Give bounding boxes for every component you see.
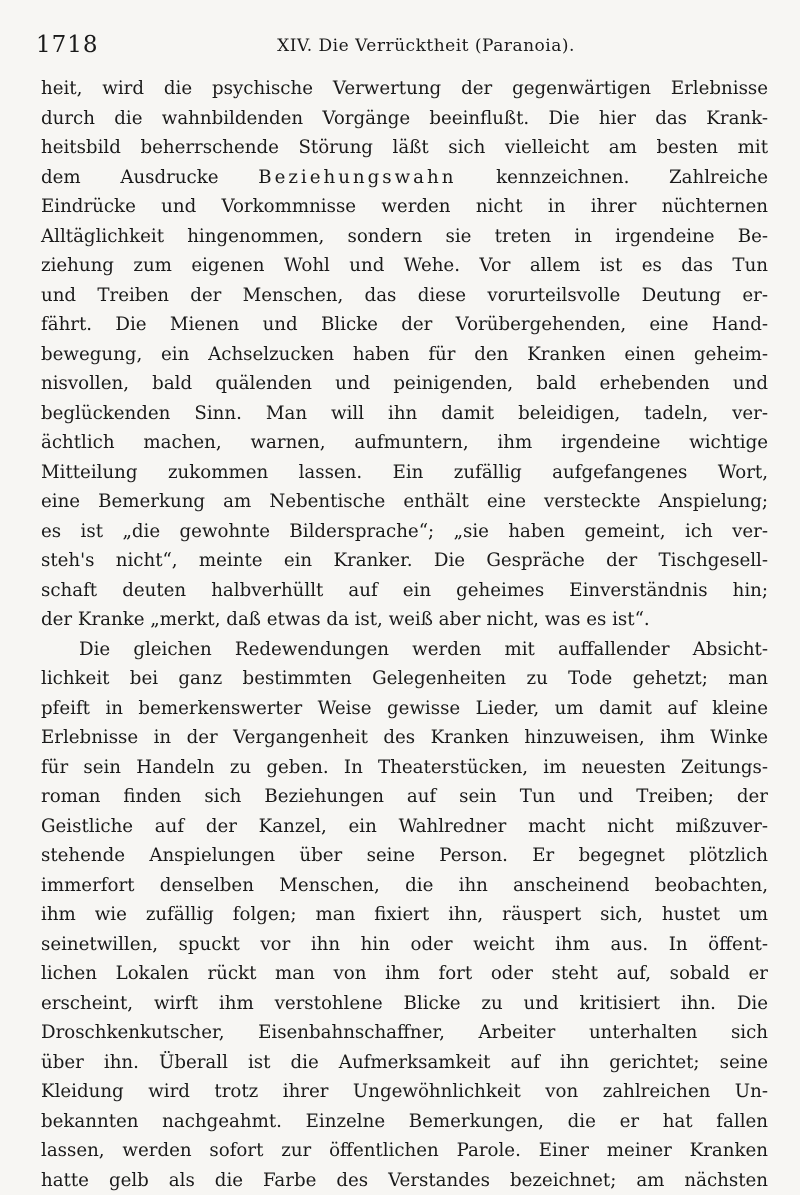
- page-number: 1718: [36, 32, 99, 58]
- text-line: seinetwillen, spuckt vor ihn hin oder weicht ihm aus. In öffent-: [41, 930, 768, 960]
- text-line: heitsbild beherrschende Störung läßt sich vielleicht am besten mit: [41, 133, 768, 163]
- text-line: bewegung, ein Achselzucken haben für den Kranken einen geheim-: [41, 340, 768, 370]
- text-line: lichen Lokalen rückt man von ihm fort oder steht auf, sobald er: [41, 959, 768, 989]
- text-line: Eindrücke und Vorkommnisse werden nicht in ihrer nüchternen: [41, 192, 768, 222]
- running-head: XIV. Die Verrücktheit (Paranoia).: [30, 36, 772, 56]
- text-line: beglückenden Sinn. Man will ihn damit beleidigen, tadeln, ver-: [41, 399, 768, 429]
- text-line: steh's nicht“, meinte ein Kranker. Die Gespräche der Tischgesell-: [41, 546, 768, 576]
- text-line: erscheint, wirft ihm verstohlene Blicke zu und kritisiert ihn. Die: [41, 989, 768, 1019]
- paragraph-start-line: Die gleichen Redewendungen werden mit auffallender Absicht-: [41, 635, 768, 665]
- text-line: schaft deuten halbverhüllt auf ein geheimes Einverständnis hin;: [41, 576, 768, 606]
- text-line: durch die wahnbildenden Vorgänge beeinflußt. Die hier das Krank-: [41, 104, 768, 134]
- text-line: bekannten nachgeahmt. Einzelne Bemerkungen, die er hat fallen: [41, 1107, 768, 1137]
- text-line: nisvollen, bald quälenden und peinigenden, bald erhebenden und: [41, 369, 768, 399]
- text-line: ziehung zum eigenen Wohl und Wehe. Vor allem ist es das Tun: [41, 251, 768, 281]
- page-header: [30, 32, 772, 62]
- text-line-with-emphasis: [41, 163, 768, 193]
- text-line: eine Bemerkung am Nebentische enthält eine versteckte Anspielung;: [41, 487, 768, 517]
- text-line: für sein Handeln zu geben. In Theaterstücken, im neuesten Zeitungs-: [41, 753, 768, 783]
- text-line: Erlebnisse in der Vergangenheit des Kranken hinzuweisen, ihm Winke: [41, 723, 768, 753]
- text-line: Geistliche auf der Kanzel, ein Wahlredner macht nicht mißzuver-: [41, 812, 768, 842]
- text-line: lichkeit bei ganz bestimmten Gelegenheiten zu Tode gehetzt; man: [41, 664, 768, 694]
- text-line: lassen, werden sofort zur öffentlichen Parole. Einer meiner Kranken: [41, 1136, 768, 1166]
- text-line: pfeift in bemerkenswerter Weise gewisse Lieder, um damit auf kleine: [41, 694, 768, 724]
- spaced-term: Beziehungswahn: [258, 167, 456, 188]
- text-line: ihm wie zufällig folgen; man fixiert ihn, räuspert sich, hustet um: [41, 900, 768, 930]
- body-text: [41, 74, 768, 1195]
- text-line: fährt. Die Mienen und Blicke der Vorübergehenden, eine Hand-: [41, 310, 768, 340]
- text-line: stehende Anspielungen über seine Person. Er begegnet plötzlich: [41, 841, 768, 871]
- text-line: über ihn. Überall ist die Aufmerksamkeit auf ihn gerichtet; seine: [41, 1048, 768, 1078]
- text-line: Kleidung wird trotz ihrer Ungewöhnlichkeit von zahlreichen Un-: [41, 1077, 768, 1107]
- emphasis-line-text: dem Ausdrucke Beziehungswahn kennzeichnen. Zahlreiche: [41, 167, 768, 188]
- text-line: ächtlich machen, warnen, aufmuntern, ihm irgendeine wichtige: [41, 428, 768, 458]
- text-line: es ist „die gewohnte Bildersprache“; „sie haben gemeint, ich ver-: [41, 517, 768, 547]
- text-line: Droschkenkutscher, Eisenbahnschaffner, Arbeiter unterhalten sich: [41, 1018, 768, 1048]
- text-line: und Treiben der Menschen, das diese vorurteilsvolle Deutung er-: [41, 281, 768, 311]
- text-line: roman finden sich Beziehungen auf sein Tun und Treiben; der: [41, 782, 768, 812]
- text-line: Alltäglichkeit hingenommen, sondern sie treten in irgendeine Be-: [41, 222, 768, 252]
- text-line: immerfort denselben Menschen, die ihn anscheinend beobachten,: [41, 871, 768, 901]
- text-line: der Kranke „merkt, daß etwas da ist, weiß aber nicht, was es ist“.: [41, 605, 768, 635]
- text-line: heit, wird die psychische Verwertung der gegenwärtigen Erlebnisse: [41, 74, 768, 104]
- text-line: Mitteilung zukommen lassen. Ein zufällig aufgefangenes Wort,: [41, 458, 768, 488]
- text-line: hatte gelb als die Farbe des Verstandes bezeichnet; am nächsten: [41, 1166, 768, 1195]
